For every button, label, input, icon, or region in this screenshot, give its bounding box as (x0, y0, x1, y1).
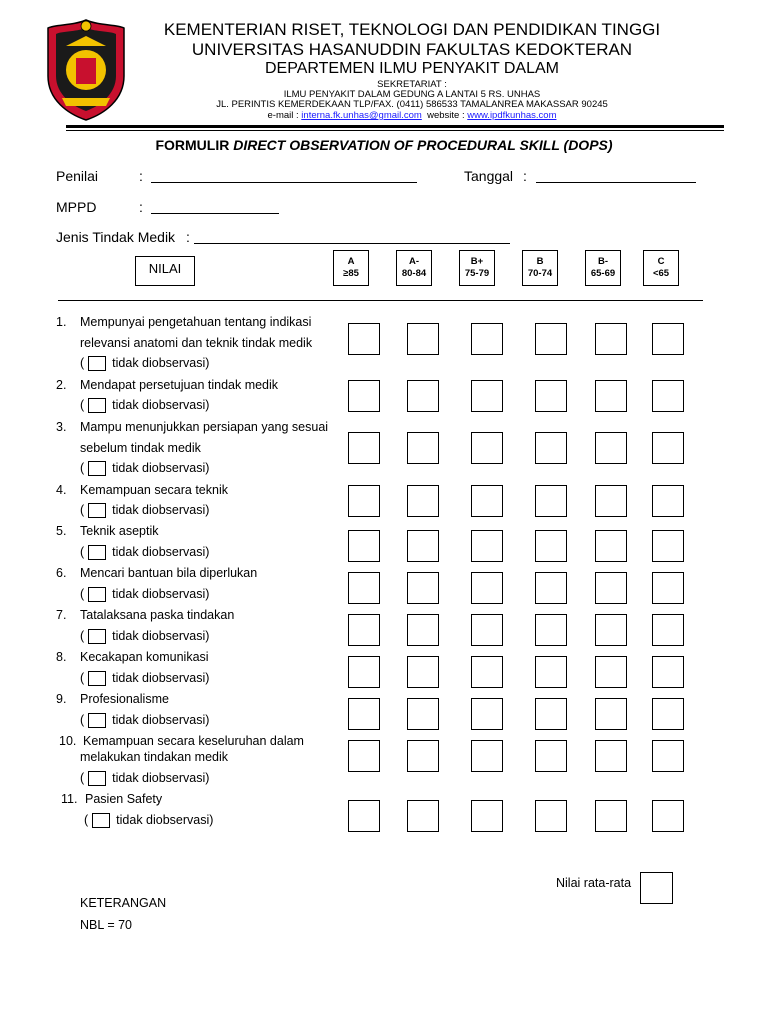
grade-checkbox-item-8-b-minus[interactable] (595, 656, 627, 688)
item-number: 5. (56, 524, 67, 538)
not-observed-text: tidak diobservasi) (112, 356, 210, 370)
university-logo (42, 18, 130, 122)
grade-checkbox-item-5-a[interactable] (348, 530, 380, 562)
not-observed-text: tidak diobservasi) (112, 398, 210, 412)
grade-checkbox-item-7-b-plus[interactable] (471, 614, 503, 646)
grade-checkbox-item-2-b[interactable] (535, 380, 567, 412)
grade-checkbox-item-1-c[interactable] (652, 323, 684, 355)
grade-checkbox-item-8-b[interactable] (535, 656, 567, 688)
item-3-not-observed (80, 461, 209, 476)
penilai-label: Penilai (56, 168, 99, 184)
item-1-line2: relevansi anatomi dan teknik tindak medik (80, 336, 313, 350)
grade-checkbox-item-1-a[interactable] (348, 323, 380, 355)
item-text: Tatalaksana paska tindakan (80, 608, 235, 622)
item-8-not-observed (80, 671, 209, 686)
item-number: 2. (56, 378, 67, 392)
grade-checkbox-item-3-b[interactable] (535, 432, 567, 464)
open-paren: ( (80, 545, 85, 559)
item-text: Mendapat persetujuan tindak medik (80, 378, 279, 392)
item-4 (56, 483, 228, 498)
website-label: website : (427, 110, 465, 121)
open-paren: ( (80, 713, 85, 727)
grade-checkbox-item-6-b[interactable] (535, 572, 567, 604)
grade-range: 65-69 (590, 268, 616, 279)
not-observed-checkbox[interactable] (88, 503, 106, 518)
grade-checkbox-item-4-a-minus[interactable] (407, 485, 439, 517)
item-7 (56, 608, 234, 623)
not-observed-checkbox[interactable] (88, 671, 106, 686)
grade-checkbox-item-11-b-plus[interactable] (471, 800, 503, 832)
not-observed-checkbox[interactable] (88, 587, 106, 602)
item-6-not-observed (80, 587, 209, 602)
grade-range: 70-74 (527, 268, 553, 279)
grade-checkbox-item-2-a[interactable] (348, 380, 380, 412)
grade-checkbox-item-2-b-plus[interactable] (471, 380, 503, 412)
nbl-value: NBL = 70 (80, 918, 133, 932)
grade-checkbox-item-5-b-plus[interactable] (471, 530, 503, 562)
grade-header-a-minus (396, 250, 432, 286)
grade-range: 75-79 (464, 268, 490, 279)
not-observed-checkbox[interactable] (88, 461, 106, 476)
grade-checkbox-item-7-b-minus[interactable] (595, 614, 627, 646)
item-1 (56, 315, 311, 330)
grade-checkbox-item-9-a[interactable] (348, 698, 380, 730)
grade-header-b-minus (585, 250, 621, 286)
grade-checkbox-item-11-b[interactable] (535, 800, 567, 832)
not-observed-text: tidak diobservasi) (112, 671, 210, 685)
header-university: UNIVERSITAS HASANUDDIN FAKULTAS KEDOKTERAN (191, 40, 633, 59)
item-text: Kecakapan komunikasi (80, 650, 209, 664)
item-9-not-observed (80, 713, 209, 728)
grade-checkbox-item-9-b-plus[interactable] (471, 698, 503, 730)
open-paren: ( (80, 587, 85, 601)
form-title-italic: DIRECT OBSERVATION OF PROCEDURAL SKILL (DOPS) (233, 137, 613, 153)
grade-checkbox-item-3-a[interactable] (348, 432, 380, 464)
grade-checkbox-item-8-a-minus[interactable] (407, 656, 439, 688)
grade-checkbox-item-10-a[interactable] (348, 740, 380, 772)
not-observed-text: tidak diobservasi) (112, 545, 210, 559)
header-rule-thin (66, 130, 724, 131)
header-contact (132, 110, 692, 121)
grade-checkbox-item-9-c[interactable] (652, 698, 684, 730)
item-11-not-observed (84, 813, 213, 828)
header-address-2: JL. PERINTIS KEMERDEKAAN TLP/FAX. (0411) 586533 TAMALANREA MAKASSAR 90245 (216, 99, 608, 110)
nilai-label-box: NILAI (135, 256, 195, 286)
grade-letter: B+ (470, 256, 484, 267)
not-observed-text: tidak diobservasi) (112, 503, 210, 517)
not-observed-text: tidak diobservasi) (116, 813, 214, 827)
average-label: Nilai rata-rata (556, 876, 632, 890)
grade-checkbox-item-11-a-minus[interactable] (407, 800, 439, 832)
item-number: 6. (56, 566, 67, 580)
penilai-field[interactable] (151, 168, 417, 183)
grade-checkbox-item-1-b-minus[interactable] (595, 323, 627, 355)
not-observed-text: tidak diobservasi) (112, 713, 210, 727)
item-4-not-observed (80, 503, 209, 518)
open-paren: ( (80, 461, 85, 475)
grade-checkbox-item-10-c[interactable] (652, 740, 684, 772)
item-7-not-observed (80, 629, 209, 644)
item-number: 1. (56, 315, 67, 329)
grade-letter: A (347, 256, 355, 267)
grade-checkbox-item-7-c[interactable] (652, 614, 684, 646)
item-number: 7. (56, 608, 67, 622)
grade-checkbox-item-1-b[interactable] (535, 323, 567, 355)
section-divider (58, 300, 703, 301)
not-observed-text: tidak diobservasi) (112, 629, 210, 643)
grade-checkbox-item-7-b[interactable] (535, 614, 567, 646)
form-title (0, 137, 768, 153)
grade-checkbox-item-7-a-minus[interactable] (407, 614, 439, 646)
item-text: Pasien Safety (85, 792, 163, 806)
item-10-not-observed (80, 771, 209, 786)
open-paren: ( (80, 629, 85, 643)
mppd-field[interactable] (151, 199, 279, 214)
grade-range: <65 (652, 268, 670, 279)
item-3 (56, 420, 328, 435)
item-6 (56, 566, 257, 581)
grade-letter: C (657, 256, 665, 267)
item-text: Mencari bantuan bila diperlukan (80, 566, 258, 580)
open-paren: ( (80, 356, 85, 370)
grade-checkbox-item-8-b-plus[interactable] (471, 656, 503, 688)
grade-checkbox-item-3-a-minus[interactable] (407, 432, 439, 464)
header-department: DEPARTEMEN ILMU PENYAKIT DALAM (265, 60, 559, 77)
average-input-box[interactable] (640, 872, 673, 904)
grade-checkbox-item-5-c[interactable] (652, 530, 684, 562)
grade-checkbox-item-9-b[interactable] (535, 698, 567, 730)
item-text: Teknik aseptik (80, 524, 159, 538)
jenis-field[interactable] (194, 229, 510, 244)
grade-letter: B (536, 256, 544, 267)
grade-letter: A- (408, 256, 420, 267)
grade-checkbox-item-10-b-minus[interactable] (595, 740, 627, 772)
item-8 (56, 650, 209, 665)
grade-checkbox-item-3-b-plus[interactable] (471, 432, 503, 464)
grade-checkbox-item-2-b-minus[interactable] (595, 380, 627, 412)
grade-checkbox-item-10-b-plus[interactable] (471, 740, 503, 772)
form-title-prefix: FORMULIR (155, 137, 234, 153)
grade-checkbox-item-4-b-minus[interactable] (595, 485, 627, 517)
header-address-1: ILMU PENYAKIT DALAM GEDUNG A LANTAI 5 RS. UNHAS (283, 89, 541, 100)
grade-checkbox-item-11-b-minus[interactable] (595, 800, 627, 832)
grade-checkbox-item-5-b[interactable] (535, 530, 567, 562)
item-text: Kemampuan secara keseluruhan dalam (83, 734, 304, 748)
tanggal-field[interactable] (536, 168, 696, 183)
not-observed-checkbox[interactable] (92, 813, 110, 828)
tanggal-colon: : (523, 168, 527, 184)
item-5 (56, 524, 159, 539)
grade-checkbox-item-9-a-minus[interactable] (407, 698, 439, 730)
email-label: e-mail : (267, 110, 299, 121)
open-paren: ( (84, 813, 89, 827)
grade-checkbox-item-6-b-plus[interactable] (471, 572, 503, 604)
item-number: 9. (56, 692, 67, 706)
grade-checkbox-item-6-c[interactable] (652, 572, 684, 604)
keterangan-label: KETERANGAN (80, 896, 167, 910)
not-observed-text: tidak diobservasi) (112, 587, 210, 601)
not-observed-checkbox[interactable] (88, 629, 106, 644)
item-1-not-observed (80, 356, 209, 371)
item-number: 3. (56, 420, 67, 434)
grade-checkbox-item-11-c[interactable] (652, 800, 684, 832)
grade-checkbox-item-5-a-minus[interactable] (407, 530, 439, 562)
item-text: Mampu menunjukkan persiapan yang sesuai (80, 420, 329, 434)
grade-checkbox-item-2-a-minus[interactable] (407, 380, 439, 412)
not-observed-checkbox[interactable] (88, 545, 106, 560)
grade-checkbox-item-7-a[interactable] (348, 614, 380, 646)
open-paren: ( (80, 398, 85, 412)
item-10 (59, 734, 304, 749)
grade-header-b (522, 250, 558, 286)
grade-checkbox-item-4-b-plus[interactable] (471, 485, 503, 517)
not-observed-checkbox[interactable] (88, 713, 106, 728)
not-observed-checkbox[interactable] (88, 356, 106, 371)
item-2-not-observed (80, 398, 209, 413)
grade-header-c (643, 250, 679, 286)
item-3-line2: sebelum tindak medik (80, 441, 201, 455)
header-rule-thick (66, 125, 724, 128)
not-observed-checkbox[interactable] (88, 771, 106, 786)
grade-checkbox-item-2-c[interactable] (652, 380, 684, 412)
tanggal-label: Tanggal (464, 168, 514, 184)
item-5-not-observed (80, 545, 209, 560)
item-number: 11. (61, 792, 78, 806)
grade-checkbox-item-6-b-minus[interactable] (595, 572, 627, 604)
penilai-colon: : (139, 168, 143, 184)
not-observed-checkbox[interactable] (88, 398, 106, 413)
jenis-label: Jenis Tindak Medik (56, 229, 176, 245)
grade-checkbox-item-6-a-minus[interactable] (407, 572, 439, 604)
item-text: Profesionalisme (80, 692, 169, 706)
website-link[interactable]: www.ipdfkunhas.com (467, 110, 557, 121)
grade-checkbox-item-8-c[interactable] (652, 656, 684, 688)
item-11 (61, 792, 162, 807)
grade-checkbox-item-3-b-minus[interactable] (595, 432, 627, 464)
item-text: Mempunyai pengetahuan tentang indikasi (80, 315, 312, 329)
jenis-colon: : (186, 229, 190, 245)
item-2 (56, 378, 278, 393)
grade-checkbox-item-11-a[interactable] (348, 800, 380, 832)
grade-checkbox-item-1-b-plus[interactable] (471, 323, 503, 355)
header-secretariat: SEKRETARIAT : (377, 79, 447, 90)
item-text: Kemampuan secara teknik (80, 483, 228, 497)
open-paren: ( (80, 671, 85, 685)
grade-checkbox-item-4-c[interactable] (652, 485, 684, 517)
grade-header-b-plus (459, 250, 495, 286)
mppd-label: MPPD (56, 199, 97, 215)
item-number: 8. (56, 650, 67, 664)
grade-letter: B- (597, 256, 609, 267)
header-ministry: KEMENTERIAN RISET, TEKNOLOGI DAN PENDIDIKAN TINGGI (163, 20, 661, 39)
grade-checkbox-item-10-b[interactable] (535, 740, 567, 772)
email-link[interactable]: interna.fk.unhas@gmail.com (301, 110, 422, 121)
grade-checkbox-item-6-a[interactable] (348, 572, 380, 604)
not-observed-text: tidak diobservasi) (112, 461, 210, 475)
grade-checkbox-item-1-a-minus[interactable] (407, 323, 439, 355)
grade-checkbox-item-4-b[interactable] (535, 485, 567, 517)
item-number: 4. (56, 483, 67, 497)
item-10-line2: melakukan tindakan medik (80, 750, 228, 764)
open-paren: ( (80, 771, 85, 785)
grade-checkbox-item-9-b-minus[interactable] (595, 698, 627, 730)
grade-header-a (333, 250, 369, 286)
grade-range: 80-84 (401, 268, 427, 279)
grade-checkbox-item-8-a[interactable] (348, 656, 380, 688)
grade-checkbox-item-5-b-minus[interactable] (595, 530, 627, 562)
item-9 (56, 692, 169, 707)
grade-checkbox-item-4-a[interactable] (348, 485, 380, 517)
mppd-colon: : (139, 199, 143, 215)
grade-checkbox-item-3-c[interactable] (652, 432, 684, 464)
item-number: 10. (59, 734, 77, 748)
grade-checkbox-item-10-a-minus[interactable] (407, 740, 439, 772)
open-paren: ( (80, 503, 85, 517)
not-observed-text: tidak diobservasi) (112, 771, 210, 785)
grade-range: ≥85 (343, 268, 359, 279)
